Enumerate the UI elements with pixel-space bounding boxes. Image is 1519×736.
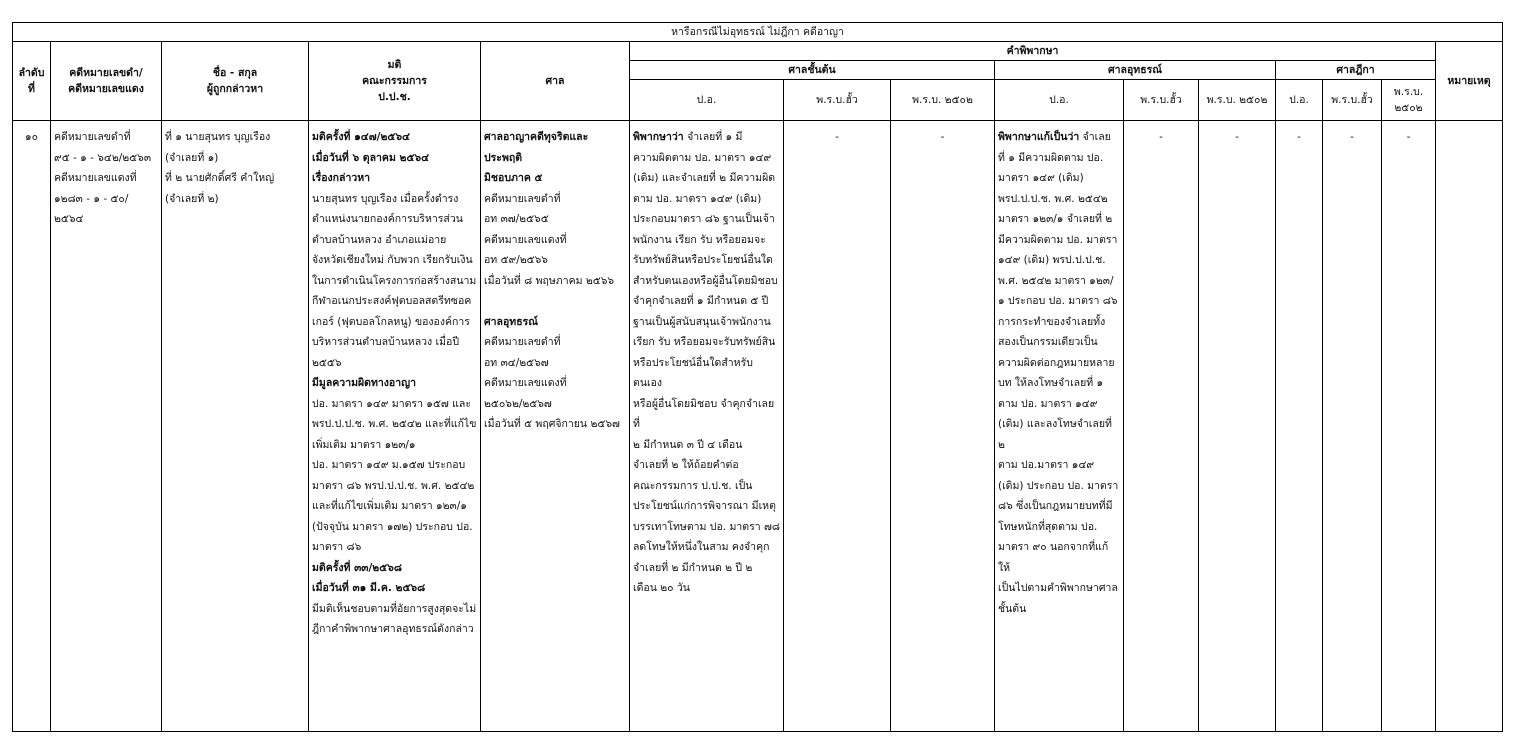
cell-court xyxy=(481,121,630,732)
text-line: เกอร์ (ฟุตบอลโกลหนู) ขององค์การ xyxy=(312,315,470,328)
text-line: ในการดำเนินโครงการก่อสร้างสนาม xyxy=(312,274,477,287)
text-line: ฎีกาคำพิพากษาศาลอุทธรณ์ดังกล่าว xyxy=(312,623,474,635)
header-court-supreme: ศาลฎีกา xyxy=(1276,61,1436,80)
text-line: ประพฤติ xyxy=(484,151,523,164)
text-line: เมื่อวันที่ ๓๑ มี.ค. ๒๕๖๘ xyxy=(312,582,426,594)
header-court-first: ศาลชั้นต้น xyxy=(630,61,995,80)
text-line: คดีหมายเลขดำที่ xyxy=(484,192,561,205)
text-line: เมื่อวันที่ ๖ ตุลาคม ๒๕๖๔ xyxy=(312,151,430,164)
cell-case-numbers xyxy=(51,121,162,732)
header-resolution: มติ คณะกรรมการ ป.ป.ช. xyxy=(309,42,481,121)
text-line: ความผิดตาม ปอ. มาตรา ๑๔๙ xyxy=(633,151,772,164)
text-line: ประกอบมาตรา ๘๖ ฐานเป็นเจ้า xyxy=(633,213,775,225)
text-line: มาตรา ๘๖ xyxy=(312,541,362,553)
text-line: ที่ ๑ นายสุนทร บุญเรือง xyxy=(165,131,271,143)
cell-accused xyxy=(162,121,309,732)
text-line: มาตรา ๑๔๙ (เดิม) xyxy=(998,172,1084,184)
text-line: คดีหมายเลขดำที่ xyxy=(54,131,131,143)
cell-first-2502: - xyxy=(891,121,995,732)
cell-appeal-po: พิพากษาแก้เป็นว่า จำเลย ที่ ๑ มีความผิดตาม ปอ. มาตรา ๑๔๙ (เดิม) พรป.ป.ป.ช. พ.ศ. ๒๕๔๒ มาตรา ๑๒๓/๑ จำเลยที่ ๒ มีความผิดตาม ปอ. มาตรา ๑๔๙ (เดิม) พรป.ป.ป.ช. พ.ศ. ๒๕๔๒ มาตรา ๑๒๓/ ๑ ประกอบ ปอ. มาตรา ๘๖ การกระทำของจำเลยทั้ง สองเป็นกรรมเดียวเป็น ความผิดต่อกฎหมายหลาย บท ให้ลงโทษจำเลยที่ ๑ ตาม ปอ. มาตรา ๑๔๙ (เดิม) และลงโทษจำเลยที่ ๒ ตาม ปอ.มาตรา ๑๔๙ (เดิม) ประกอบ ปอ. มาตรา ๘๖ ซึ่งเป็นกฎหมายบทที่มี โทษหนักที่สุดตาม ปอ. มาตรา ๙๐ นอกจากที่แก้ให้ เป็นไปตามคำพิพากษาศาล ชั้นต้น xyxy=(995,121,1124,732)
cell-supreme-po: - xyxy=(1276,121,1323,732)
text-line: พรป.ป.ป.ช. พ.ศ. ๒๕๔๒ และที่แก้ไข xyxy=(312,418,477,430)
text-line: เป็นไปตามคำพิพากษาศาล xyxy=(998,582,1118,594)
cell-remark xyxy=(1436,121,1503,732)
text-line: ประโยชน์แก่การพิจารณา มีเหตุ xyxy=(633,500,776,512)
text-line: ๘๖ ซึ่งเป็นกฎหมายบทที่มี xyxy=(998,500,1113,512)
text-line: (จำเลยที่ ๒) xyxy=(165,192,219,205)
text-line: ฐานเป็นผู้สนับสนุนเจ้าพนักงาน xyxy=(633,315,771,328)
header-no: ลำดับที่ xyxy=(13,42,51,121)
cell-first-act: - xyxy=(784,121,891,732)
header-first-act: พ.ร.บ.ฮั้ว xyxy=(784,80,891,121)
text-line: คณะกรรมการ ป.ป.ช. เป็น xyxy=(633,479,753,492)
text-line: คดีหมายเลขแดงที่ xyxy=(54,172,137,184)
text-line: จำคุกจำเลยที่ ๑ มีกำหนด ๕ ปี xyxy=(633,295,769,307)
text-line: (เดิม) และจำเลยที่ ๒ มีความผิด xyxy=(633,172,776,184)
text-line: มาตรา ๙๐ นอกจากที่แก้ให้ xyxy=(998,541,1109,574)
header-first-2502: พ.ร.บ. ๒๕๐๒ xyxy=(891,80,995,121)
text-line: หรือผู้อื่นโดยมิชอบ จำคุกจำเลยที่ xyxy=(633,397,775,430)
text-line: ๒๕๕๖ xyxy=(312,356,342,369)
text-line: จังหวัดเชียงใหม่ กับพวก เรียกรับเงิน xyxy=(312,254,473,266)
text-line: อท ๓๔/๒๕๖๗ xyxy=(484,356,549,369)
cell-supreme-act: - xyxy=(1323,121,1382,732)
text-line: ๑๒๘๓ - ๑ - ๕๐/ xyxy=(54,192,129,205)
header-court-appeal: ศาลอุทธรณ์ xyxy=(995,61,1276,80)
header-appeal-po: ป.อ. xyxy=(995,80,1124,121)
table-row xyxy=(13,121,1503,732)
text-line xyxy=(484,291,626,312)
text-line: ตาม ปอ.มาตรา ๑๔๙ xyxy=(998,459,1095,471)
text-line: ศาลอาญาคดีทุจริตและ xyxy=(484,131,589,143)
text-line: มติครั้งที่ ๑๔๗/๒๕๖๔ xyxy=(312,131,410,143)
text-line: มาตรา ๘๖ พรป.ป.ป.ช. พ.ศ. ๒๕๔๒ xyxy=(312,479,475,492)
text-line: ๑ ประกอบ ปอ. มาตรา ๘๖ xyxy=(998,295,1118,307)
text-line: กีฬาอเนกประสงค์ฟุตบอลสตรีทซอค xyxy=(312,295,472,307)
cell-appeal-act: - xyxy=(1124,121,1199,732)
text-line: จำเลยที่ ๒ ให้ถ้อยคำต่อ xyxy=(633,459,739,471)
text-line: จำเลยที่ ๒ มีกำหนด ๒ ปี ๒ xyxy=(633,561,753,574)
header-remark: หมายเหตุ xyxy=(1436,42,1503,121)
text-line: อท ๓๗/๒๕๖๕ xyxy=(484,213,549,225)
header-supreme-act: พ.ร.บ.ฮั้ว xyxy=(1323,80,1382,121)
text-line: มติครั้งที่ ๓๓/๒๕๖๘ xyxy=(312,561,402,574)
text-line: คดีหมายเลขแดงที่ xyxy=(484,233,567,246)
header-supreme-po: ป.อ. xyxy=(1276,80,1323,121)
text-line: เพิ่มเติม มาตรา ๑๒๓/๑ xyxy=(312,438,416,451)
text-line: ตำบลบ้านหลวง อำเภอแม่อาย xyxy=(312,233,447,246)
header-judgment: คำพิพากษา xyxy=(630,42,1436,61)
text-line: มิชอบภาค ๕ xyxy=(484,172,543,184)
text-line: โทษหนักที่สุดตาม ปอ. xyxy=(998,520,1098,533)
text-line: พนักงาน เรียก รับ หรือยอมจะ xyxy=(633,233,766,246)
text-line: การกระทำของจำเลยทั้ง xyxy=(998,315,1106,328)
text-line: สองเป็นกรรมเดียวเป็น xyxy=(998,336,1098,348)
text-line: เมื่อวันที่ ๕ พฤศจิกายน ๒๕๖๗ xyxy=(484,418,620,430)
text-line: เมื่อวันที่ ๘ พฤษภาคม ๒๕๖๖ xyxy=(484,274,615,287)
text-line: พรป.ป.ป.ช. พ.ศ. ๒๕๔๒ xyxy=(998,192,1108,205)
text-line: มีมูลความผิดทางอาญา xyxy=(312,377,416,389)
table-caption: หารือกรณีไม่อุทธรณ์ ไม่ฎีกา คดีอาญา xyxy=(13,23,1503,42)
text-line: เรื่องกล่าวหา xyxy=(312,172,371,184)
header-appeal-2502: พ.ร.บ. ๒๕๐๒ xyxy=(1199,80,1276,121)
text-line: พ.ศ. ๒๕๔๒ มาตรา ๑๒๓/ xyxy=(998,274,1114,287)
case-table xyxy=(12,22,1503,732)
text-line: มีมติเห็นชอบตามที่อัยการสูงสุดจะไม่ xyxy=(312,602,477,615)
text-line: ที่ ๑ มีความผิดตาม ปอ. xyxy=(998,151,1104,164)
text-line: (จำเลยที่ ๑) xyxy=(165,151,219,164)
text-line: ๑๔๙ (เดิม) พรป.ป.ป.ช. xyxy=(998,254,1106,266)
text-line: ๒ มีกำหนด ๓ ปี ๔ เดือน xyxy=(633,438,743,451)
text-line: ๙๕ - ๑ - ๖๔๒/๒๕๖๓ xyxy=(54,151,152,164)
cell-first-po: พิพากษาว่า จำเลยที่ ๑ มี ความผิดตาม ปอ. มาตรา ๑๔๙ (เดิม) และจำเลยที่ ๒ มีความผิด ตาม ปอ. มาตรา ๑๔๙ (เดิม) ประกอบมาตรา ๘๖ ฐานเป็นเจ้า พนักงาน เรียก รับ หรือยอมจะ รับทรัพย์สินหรือประโยชน์อื่นใด สำหรับตนเองหรือผู้อื่นโดยมิชอบ จำคุกจำเลยที่ ๑ มีกำหนด ๕ ปี ฐานเป็นผู้สนับสนุนเจ้าพนักงาน เรียก รับ หรือยอมจะรับทรัพย์สิน หรือประโยชน์อื่นใดสำหรับตนเอง หรือผู้อื่นโดยมิชอบ จำคุกจำเลยที่ ๒ มีกำหนด ๓ ปี ๔ เดือน จำเลยที่ ๒ ให้ถ้อยคำต่อ คณะกรรมการ ป.ป.ช. เป็น ประโยชน์แก่การพิจารณา มีเหตุ บรรเทาโทษตาม ปอ. มาตรา ๗๘ ลดโทษให้หนึ่งในสาม คงจำคุก จำเลยที่ ๒ มีกำหนด ๒ ปี ๒ เดือน ๒๐ วัน xyxy=(630,121,784,732)
text-line: คดีหมายเลขแดงที่ xyxy=(484,377,567,389)
text-line: ปอ. มาตรา ๑๔๙ ม.๑๕๗ ประกอบ xyxy=(312,459,466,471)
header-first-po: ป.อ. xyxy=(630,80,784,121)
text-line: ลดโทษให้หนึ่งในสาม คงจำคุก xyxy=(633,541,770,553)
text-line: สำหรับตนเองหรือผู้อื่นโดยมิชอบ xyxy=(633,274,778,287)
text-line: ๒๕๐๖๒/๒๕๖๗ xyxy=(484,397,552,410)
text-line: ๒๕๖๔ xyxy=(54,213,84,225)
first-po-lead: พิพากษาว่า xyxy=(633,131,684,143)
header-case-number: คดีหมายเลขดำ/ คดีหมายเลขแดง xyxy=(51,42,162,121)
header-accused: ชื่อ - สกุล ผู้ถูกกล่าวหา xyxy=(162,42,309,121)
header-appeal-act: พ.ร.บ.ฮั้ว xyxy=(1124,80,1199,121)
text-line: มาตรา ๑๒๓/๑ จำเลยที่ ๒ xyxy=(998,213,1113,225)
text-line: ศาลอุทธรณ์ xyxy=(484,315,539,328)
text-line: อท ๕๙/๒๕๖๖ xyxy=(484,254,548,266)
text-line: คดีหมายเลขดำที่ xyxy=(484,336,561,348)
appeal-po-lead: พิพากษาแก้เป็นว่า xyxy=(998,131,1080,143)
text-line: บริหารส่วนตำบลบ้านหลวง เมื่อปี xyxy=(312,336,459,348)
text-line: ตำแหน่งนายกองค์การบริหารส่วน xyxy=(312,213,463,225)
cell-supreme-2502: - xyxy=(1382,121,1436,732)
text-line: ปอ. มาตรา ๑๔๙ มาตรา ๑๕๗ และ xyxy=(312,397,471,410)
text-line: และที่แก้ไขเพิ่มเติม มาตรา ๑๒๓/๑ xyxy=(312,500,467,512)
text-line: (เดิม) และลงโทษจำเลยที่ ๒ xyxy=(998,418,1112,451)
header-supreme-2502: พ.ร.บ. ๒๕๐๒ xyxy=(1382,80,1436,121)
text-line: เรียก รับ หรือยอมจะรับทรัพย์สิน xyxy=(633,336,776,348)
text-line: (เดิม) ประกอบ ปอ. มาตรา xyxy=(998,479,1119,492)
text-line: ที่ ๒ นายศักดิ์ศรี คำใหญ่ xyxy=(165,172,275,184)
text-line: บรรเทาโทษตาม ปอ. มาตรา ๗๘ xyxy=(633,520,780,533)
text-line: เดือน ๒๐ วัน xyxy=(633,582,690,594)
text-line: ตาม ปอ. มาตรา ๑๔๙ (เดิม) xyxy=(633,192,762,205)
text-line: บท ให้ลงโทษจำเลยที่ ๑ xyxy=(998,377,1104,389)
cell-appeal-2502: - xyxy=(1199,121,1276,732)
text-line: มีความผิดตาม ปอ. มาตรา xyxy=(998,233,1118,246)
cell-resolution xyxy=(309,121,481,732)
text-line: ชั้นต้น xyxy=(998,602,1027,615)
text-line: หรือประโยชน์อื่นใดสำหรับตนเอง xyxy=(633,356,753,389)
text-line: ตาม ปอ. มาตรา ๑๔๙ xyxy=(998,397,1098,410)
text-line: นายสุนทร บุญเรือง เมื่อครั้งดำรง xyxy=(312,192,459,205)
header-court: ศาล xyxy=(481,42,630,121)
text-line: รับทรัพย์สินหรือประโยชน์อื่นใด xyxy=(633,254,773,266)
text-line: ความผิดต่อกฎหมายหลาย xyxy=(998,356,1115,369)
text-line: (ปัจจุบัน มาตรา ๑๗๒) ประกอบ ปอ. xyxy=(312,520,473,533)
cell-no: ๑๐ xyxy=(13,121,51,732)
